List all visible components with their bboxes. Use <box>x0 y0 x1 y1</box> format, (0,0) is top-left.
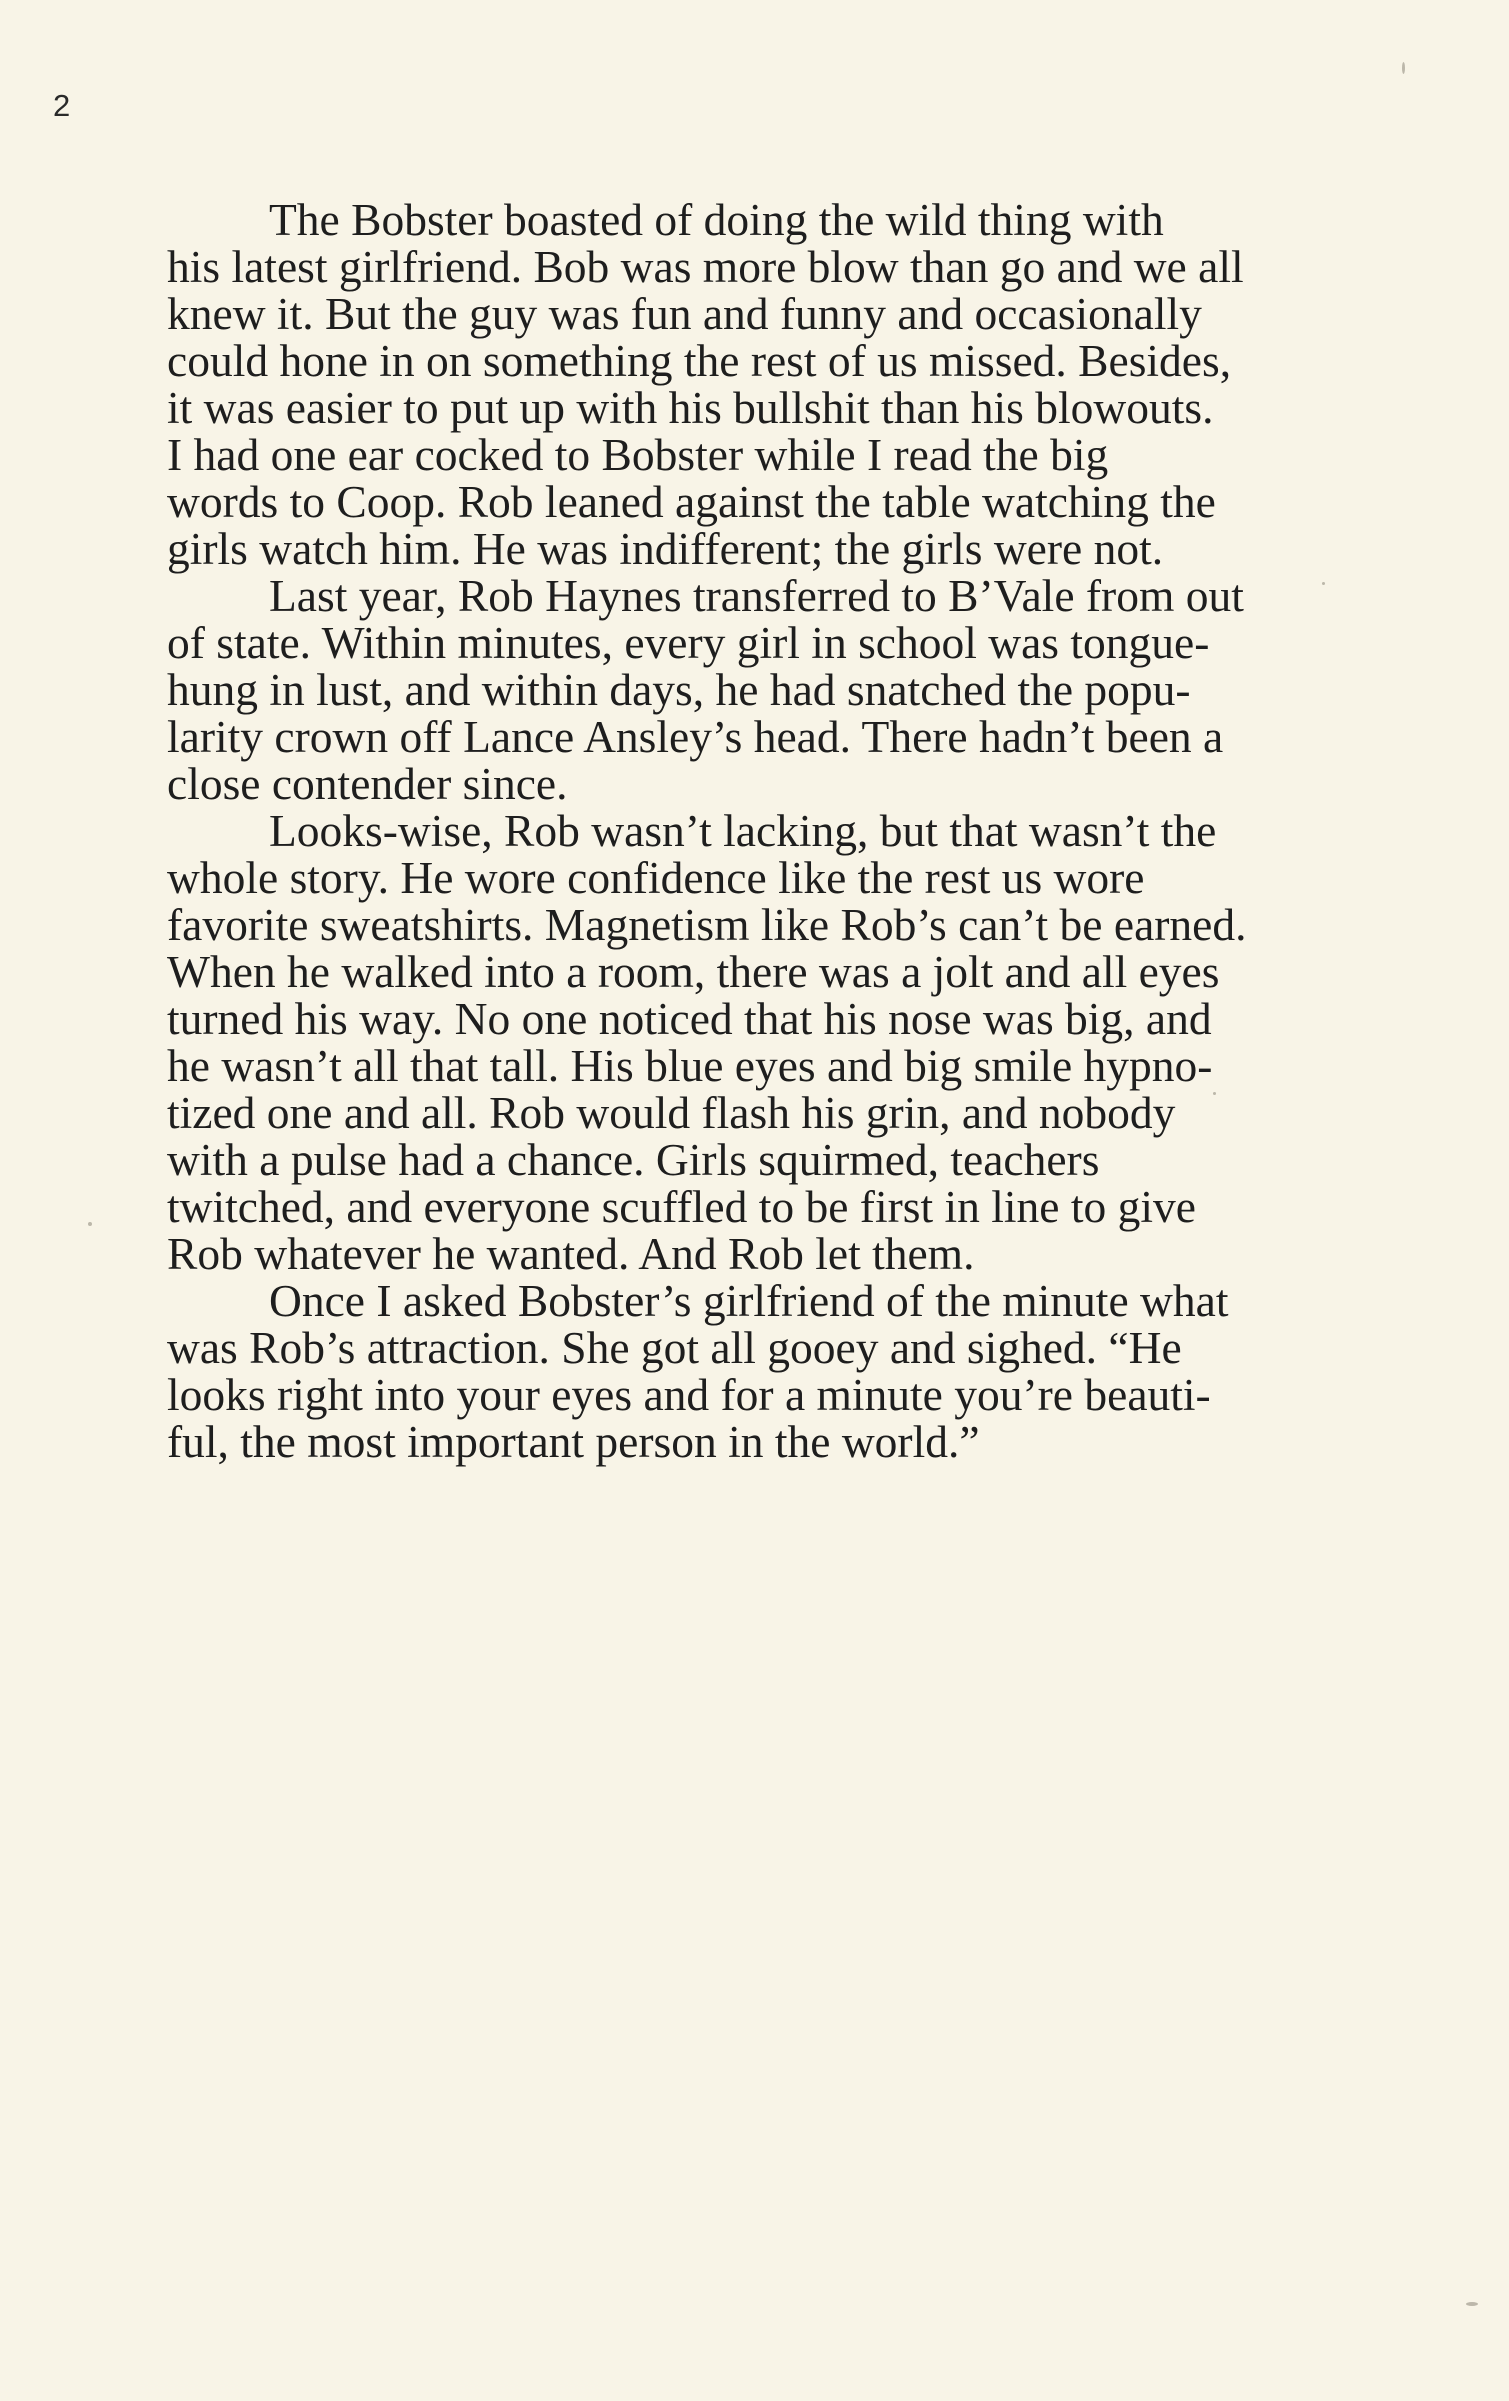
text-line: Rob whatever he wanted. And Rob let them. <box>167 1228 975 1279</box>
text-line: close contender since. <box>167 758 568 809</box>
scan-speck <box>1466 2302 1478 2306</box>
text-line: of state. Within minutes, every girl in school was tongue- <box>167 617 1210 668</box>
scan-speck <box>1402 62 1405 74</box>
scan-speck <box>1213 1092 1216 1095</box>
text-line: was Rob’s attraction. She got all gooey and sighed. “He <box>167 1322 1182 1373</box>
text-line: twitched, and everyone scuffled to be first in line to give <box>167 1181 1196 1232</box>
scan-speck <box>1322 582 1325 585</box>
text-line: When he walked into a room, there was a jolt and all eyes <box>167 946 1220 997</box>
text-line: words to Coop. Rob leaned against the table watching the <box>167 476 1216 527</box>
text-line: he wasn’t all that tall. His blue eyes and big smile hypno- <box>167 1040 1213 1091</box>
text-line: tized one and all. Rob would flash his grin, and nobody <box>167 1087 1176 1138</box>
text-line: ful, the most important person in the world.” <box>167 1416 980 1467</box>
text-line: turned his way. No one noticed that his nose was big, and <box>167 993 1212 1044</box>
text-line: knew it. But the guy was fun and funny and occasionally <box>167 288 1202 339</box>
text-line: looks right into your eyes and for a minute you’re beauti- <box>167 1369 1211 1420</box>
scan-speck <box>88 1222 92 1226</box>
text-line: hung in lust, and within days, he had snatched the popu- <box>167 664 1191 715</box>
page-number: 2 <box>53 88 71 123</box>
text-line: larity crown off Lance Ansley’s head. There hadn’t been a <box>167 711 1224 762</box>
text-line: The Bobster boasted of doing the wild thing with <box>269 194 1164 245</box>
text-line: favorite sweatshirts. Magnetism like Rob’s can’t be earned. <box>167 899 1247 950</box>
text-line: with a pulse had a chance. Girls squirmed, teachers <box>167 1134 1100 1185</box>
text-line: Looks-wise, Rob wasn’t lacking, but that wasn’t the <box>269 805 1217 856</box>
text-line: it was easier to put up with his bullshit than his blowouts. <box>167 382 1214 433</box>
text-line: Last year, Rob Haynes transferred to B’Vale from out <box>269 570 1244 621</box>
text-line: Once I asked Bobster’s girlfriend of the minute what <box>269 1275 1229 1326</box>
text-line: whole story. He wore confidence like the rest us wore <box>167 852 1145 903</box>
text-line: his latest girlfriend. Bob was more blow than go and we all <box>167 241 1244 292</box>
text-line: I had one ear cocked to Bobster while I read the big <box>167 429 1109 480</box>
text-line: girls watch him. He was indifferent; the girls were not. <box>167 523 1164 574</box>
text-line: could hone in on something the rest of us missed. Besides, <box>167 335 1232 386</box>
